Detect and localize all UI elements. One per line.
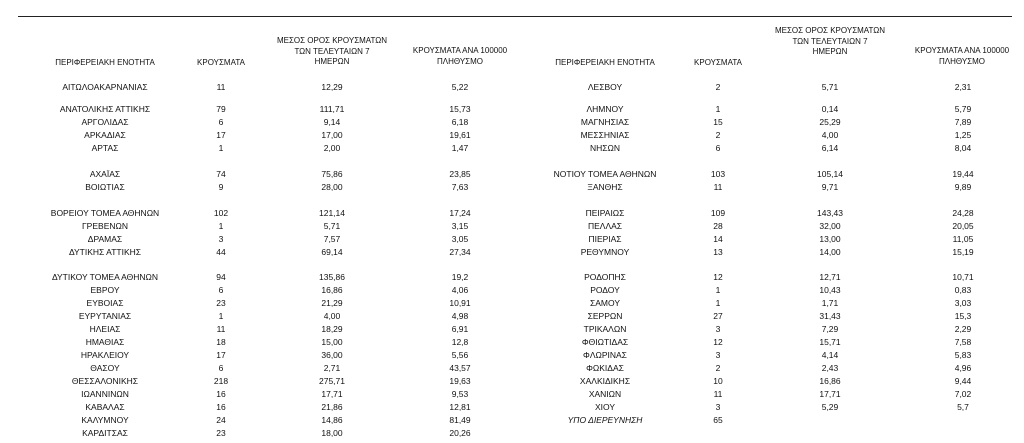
avg7-cell: 10,43 bbox=[819, 285, 841, 295]
per100k-cell: 6,18 bbox=[451, 117, 469, 127]
cases-cell: 11 bbox=[713, 389, 723, 399]
avg7-cell: 21,29 bbox=[321, 298, 343, 308]
region-cell: ΦΛΩΡΙΝΑΣ bbox=[583, 350, 627, 360]
table-row bbox=[0, 323, 1024, 336]
per100k-cell: 5,22 bbox=[451, 82, 469, 92]
table-row bbox=[0, 246, 1024, 259]
cases-cell: 11 bbox=[216, 324, 226, 334]
cases-cell: 2 bbox=[715, 130, 721, 140]
per100k-cell: 0,83 bbox=[954, 285, 972, 295]
cases-cell: 17 bbox=[216, 130, 226, 140]
cases-cell: 1 bbox=[218, 311, 224, 321]
header-avg7-line1: ΜΕΣΟΣ ΟΡΟΣ ΚΡΟΥΣΜΑΤΩΝ bbox=[774, 26, 886, 35]
header-avg7-line3: ΗΜΕΡΩΝ bbox=[314, 57, 350, 66]
cases-cell: 3 bbox=[715, 350, 721, 360]
per100k-cell: 12,81 bbox=[449, 402, 471, 412]
per100k-cell: 15,73 bbox=[449, 104, 471, 114]
avg7-cell: 9,14 bbox=[323, 117, 341, 127]
region-cell: ΜΑΓΝΗΣΙΑΣ bbox=[580, 117, 630, 127]
region-cell: ΗΜΑΘΙΑΣ bbox=[85, 337, 125, 347]
per100k-cell: 7,02 bbox=[954, 389, 972, 399]
per100k-cell: 9,44 bbox=[954, 376, 972, 386]
cases-cell: 6 bbox=[218, 117, 224, 127]
header-per100k-right bbox=[900, 46, 1024, 67]
table-row bbox=[0, 414, 1024, 427]
avg7-cell: 1,71 bbox=[821, 298, 839, 308]
avg7-cell: 17,71 bbox=[321, 389, 343, 399]
region-cell: ΑΝΑΤΟΛΙΚΗΣ ΑΤΤΙΚΗΣ bbox=[59, 104, 151, 114]
region-cell: ΠΕΙΡΑΙΩΣ bbox=[585, 208, 625, 218]
avg7-cell: 12,29 bbox=[321, 82, 343, 92]
table-row bbox=[0, 310, 1024, 323]
cases-cell: 2 bbox=[715, 363, 721, 373]
avg7-cell: 25,29 bbox=[819, 117, 841, 127]
region-cell: ΗΛΕΙΑΣ bbox=[89, 324, 121, 334]
avg7-cell: 15,00 bbox=[321, 337, 343, 347]
region-cell: ΘΑΣΟΥ bbox=[90, 363, 120, 373]
cases-cell: 65 bbox=[713, 415, 723, 425]
per100k-cell: 10,91 bbox=[449, 298, 471, 308]
region-cell: ΧΑΝΙΩΝ bbox=[588, 389, 622, 399]
cases-cell: 1 bbox=[218, 143, 224, 153]
cases-cell: 12 bbox=[713, 337, 723, 347]
cases-cell: 11 bbox=[216, 82, 226, 92]
cases-cell: 10 bbox=[713, 376, 723, 386]
per100k-cell: 9,89 bbox=[954, 182, 972, 192]
per100k-cell: 4,96 bbox=[954, 363, 972, 373]
top-rule bbox=[18, 16, 1012, 17]
region-cell: ΣΑΜΟΥ bbox=[589, 298, 620, 308]
table-row bbox=[0, 142, 1024, 155]
avg7-cell: 275,71 bbox=[319, 376, 345, 386]
cases-cell: 2 bbox=[715, 82, 721, 92]
avg7-cell: 121,14 bbox=[319, 208, 345, 218]
cases-cell: 12 bbox=[713, 272, 723, 282]
table-row bbox=[0, 233, 1024, 246]
per100k-cell: 5,7 bbox=[957, 402, 969, 412]
cases-cell: 3 bbox=[218, 234, 224, 244]
region-cell: ΦΩΚΙΔΑΣ bbox=[586, 363, 624, 373]
cases-cell: 15 bbox=[713, 117, 723, 127]
avg7-cell: 17,71 bbox=[819, 389, 841, 399]
table-row bbox=[0, 81, 1024, 94]
region-cell: ΚΑΒΑΛΑΣ bbox=[85, 402, 125, 412]
avg7-cell: 6,14 bbox=[821, 143, 839, 153]
header-per100k-line1: ΚΡΟΥΣΜΑΤΑ ΑΝΑ 100000 bbox=[412, 46, 508, 55]
per100k-cell: 15,19 bbox=[952, 247, 974, 257]
cases-cell: 6 bbox=[218, 285, 224, 295]
per100k-cell: 7,58 bbox=[954, 337, 972, 347]
avg7-cell: 17,00 bbox=[321, 130, 343, 140]
avg7-cell: 21,86 bbox=[321, 402, 343, 412]
header-avg7-line1: ΜΕΣΟΣ ΟΡΟΣ ΚΡΟΥΣΜΑΤΩΝ bbox=[276, 36, 388, 45]
cases-cell: 23 bbox=[216, 298, 226, 308]
table-row bbox=[0, 207, 1024, 220]
per100k-cell: 1,25 bbox=[954, 130, 972, 140]
table-row bbox=[0, 284, 1024, 297]
avg7-cell: 4,00 bbox=[821, 130, 839, 140]
cases-cell: 18 bbox=[216, 337, 226, 347]
table-row bbox=[0, 271, 1024, 284]
avg7-cell: 75,86 bbox=[321, 169, 343, 179]
region-cell: ΥΠΟ ΔΙΕΡΕΥΝΗΣΗ bbox=[567, 415, 643, 425]
avg7-cell: 5,71 bbox=[323, 221, 341, 231]
region-cell: ΞΑΝΘΗΣ bbox=[587, 182, 623, 192]
per100k-cell: 9,53 bbox=[451, 389, 469, 399]
table-row bbox=[0, 116, 1024, 129]
region-cell: ΑΡΤΑΣ bbox=[91, 143, 119, 153]
cases-cell: 6 bbox=[715, 143, 721, 153]
table-row bbox=[0, 297, 1024, 310]
avg7-cell: 18,29 bbox=[321, 324, 343, 334]
cases-cell: 16 bbox=[216, 389, 226, 399]
region-cell: ΒΟΡΕΙΟΥ ΤΟΜΕΑ ΑΘΗΝΩΝ bbox=[50, 208, 160, 218]
cases-cell: 79 bbox=[216, 104, 226, 114]
table-row bbox=[0, 388, 1024, 401]
header-avg7-line3: ΗΜΕΡΩΝ bbox=[812, 47, 848, 56]
avg7-cell: 4,00 bbox=[323, 311, 341, 321]
avg7-cell: 2,43 bbox=[821, 363, 839, 373]
cases-cell: 28 bbox=[713, 221, 723, 231]
avg7-cell: 5,71 bbox=[821, 82, 839, 92]
region-cell: ΛΗΜΝΟΥ bbox=[586, 104, 624, 114]
header-per100k-line1: ΚΡΟΥΣΜΑΤΑ ΑΝΑ 100000 bbox=[914, 46, 1010, 55]
region-cell: ΧΙΟΥ bbox=[594, 402, 616, 412]
region-cell: ΦΘΙΩΤΙΔΑΣ bbox=[581, 337, 629, 347]
per100k-cell: 3,05 bbox=[451, 234, 469, 244]
per100k-cell: 3,03 bbox=[954, 298, 972, 308]
region-cell: ΧΑΛΚΙΔΙΚΗΣ bbox=[579, 376, 631, 386]
cases-cell: 23 bbox=[216, 428, 226, 438]
per100k-cell: 6,91 bbox=[451, 324, 469, 334]
table-row bbox=[0, 336, 1024, 349]
table-row bbox=[0, 349, 1024, 362]
cases-cell: 3 bbox=[715, 402, 721, 412]
avg7-cell: 28,00 bbox=[321, 182, 343, 192]
header-avg7-line2: ΤΩΝ ΤΕΛΕΥΤΑΙΩΝ 7 bbox=[792, 36, 868, 46]
cases-cell: 11 bbox=[713, 182, 723, 192]
per100k-cell: 5,83 bbox=[954, 350, 972, 360]
per100k-cell: 23,85 bbox=[449, 169, 471, 179]
per100k-cell: 5,79 bbox=[954, 104, 972, 114]
per100k-cell: 20,26 bbox=[449, 428, 471, 438]
region-cell: ΕΒΡΟΥ bbox=[90, 285, 120, 295]
avg7-cell: 12,71 bbox=[819, 272, 841, 282]
region-cell: ΕΥΒΟΙΑΣ bbox=[86, 298, 124, 308]
per100k-cell: 17,24 bbox=[449, 208, 471, 218]
region-cell: ΘΕΣΣΑΛΟΝΙΚΗΣ bbox=[71, 376, 139, 386]
avg7-cell: 36,00 bbox=[321, 350, 343, 360]
cases-cell: 1 bbox=[218, 221, 224, 231]
cases-cell: 17 bbox=[216, 350, 226, 360]
table-row bbox=[0, 375, 1024, 388]
header-avg7-left bbox=[270, 36, 394, 68]
cases-cell: 94 bbox=[216, 272, 226, 282]
avg7-cell: 14,86 bbox=[321, 415, 343, 425]
avg7-cell: 13,00 bbox=[819, 234, 841, 244]
region-cell: ΡΕΘΥΜΝΟΥ bbox=[580, 247, 630, 257]
per100k-cell: 4,06 bbox=[451, 285, 469, 295]
header-region-right: ΠΕΡΙΦΕΡΕΙΑΚΗ ΕΝΟΤΗΤΑ bbox=[555, 58, 655, 67]
per100k-cell: 2,31 bbox=[954, 82, 972, 92]
cases-cell: 16 bbox=[216, 402, 226, 412]
avg7-cell: 31,43 bbox=[819, 311, 841, 321]
table-row bbox=[0, 103, 1024, 116]
region-cell: ΕΥΡΥΤΑΝΙΑΣ bbox=[78, 311, 132, 321]
region-cell: ΝΗΣΩΝ bbox=[589, 143, 621, 153]
avg7-cell: 7,57 bbox=[323, 234, 341, 244]
per100k-cell: 10,71 bbox=[952, 272, 974, 282]
region-cell: ΝΟΤΙΟΥ ΤΟΜΕΑ ΑΘΗΝΩΝ bbox=[553, 169, 657, 179]
avg7-cell: 143,43 bbox=[817, 208, 843, 218]
per100k-cell: 19,44 bbox=[952, 169, 974, 179]
per100k-cell: 43,57 bbox=[449, 363, 471, 373]
region-cell: ΜΕΣΣΗΝΙΑΣ bbox=[580, 130, 630, 140]
region-cell: ΠΕΛΛΑΣ bbox=[587, 221, 623, 231]
region-cell: ΡΟΔΟΥ bbox=[590, 285, 620, 295]
cases-cell: 3 bbox=[715, 324, 721, 334]
header-cases-right: ΚΡΟΥΣΜΑΤΑ bbox=[694, 58, 742, 67]
per100k-cell: 4,98 bbox=[451, 311, 469, 321]
avg7-cell: 0,14 bbox=[821, 104, 839, 114]
avg7-cell: 32,00 bbox=[819, 221, 841, 231]
table-row bbox=[0, 181, 1024, 194]
avg7-cell: 4,14 bbox=[821, 350, 839, 360]
avg7-cell: 16,86 bbox=[321, 285, 343, 295]
header-per100k-left bbox=[398, 46, 522, 67]
avg7-cell: 18,00 bbox=[321, 428, 343, 438]
cases-cell: 9 bbox=[218, 182, 224, 192]
header-per100k-line2: ΠΛΗΘΥΣΜΟ bbox=[938, 56, 986, 66]
cases-cell: 1 bbox=[715, 285, 721, 295]
per100k-cell: 19,61 bbox=[449, 130, 471, 140]
table-row bbox=[0, 427, 1024, 440]
avg7-cell: 5,29 bbox=[821, 402, 839, 412]
cases-cell: 74 bbox=[216, 169, 226, 179]
header-cases-left: ΚΡΟΥΣΜΑΤΑ bbox=[197, 58, 245, 67]
cases-cell: 27 bbox=[713, 311, 723, 321]
avg7-cell: 15,71 bbox=[819, 337, 841, 347]
region-cell: ΑΡΓΟΛΙΔΑΣ bbox=[81, 117, 129, 127]
avg7-cell: 16,86 bbox=[819, 376, 841, 386]
per100k-cell: 11,05 bbox=[952, 234, 974, 244]
per100k-cell: 8,04 bbox=[954, 143, 972, 153]
cases-cell: 109 bbox=[710, 208, 726, 218]
region-cell: ΣΕΡΡΩΝ bbox=[587, 311, 623, 321]
per100k-cell: 3,15 bbox=[451, 221, 469, 231]
region-cell: ΑΙΤΩΛΟΑΚΑΡΝΑΝΙΑΣ bbox=[62, 82, 148, 92]
cases-cell: 44 bbox=[216, 247, 226, 257]
cases-cell: 6 bbox=[218, 363, 224, 373]
per100k-cell: 81,49 bbox=[449, 415, 471, 425]
cases-cell: 1 bbox=[715, 298, 721, 308]
region-cell: ΔΥΤΙΚΟΥ ΤΟΜΕΑ ΑΘΗΝΩΝ bbox=[51, 272, 159, 282]
table-row bbox=[0, 129, 1024, 142]
cases-cell: 102 bbox=[213, 208, 229, 218]
region-cell: ΓΡΕΒΕΝΩΝ bbox=[82, 221, 128, 231]
avg7-cell: 2,00 bbox=[323, 143, 341, 153]
region-cell: ΔΡΑΜΑΣ bbox=[87, 234, 123, 244]
region-cell: ΑΧΑΪΑΣ bbox=[89, 169, 121, 179]
region-cell: ΚΑΛΥΜΝΟΥ bbox=[81, 415, 129, 425]
avg7-cell: 2,71 bbox=[323, 363, 341, 373]
per100k-cell: 12,8 bbox=[451, 337, 469, 347]
per100k-cell: 27,34 bbox=[449, 247, 471, 257]
header-avg7-right bbox=[768, 26, 892, 58]
region-cell: ΡΟΔΟΠΗΣ bbox=[584, 272, 626, 282]
per100k-cell: 7,63 bbox=[451, 182, 469, 192]
region-cell: ΔΥΤΙΚΗΣ ΑΤΤΙΚΗΣ bbox=[68, 247, 142, 257]
avg7-cell: 135,86 bbox=[319, 272, 345, 282]
table-row bbox=[0, 220, 1024, 233]
avg7-cell: 9,71 bbox=[821, 182, 839, 192]
per100k-cell: 19,2 bbox=[451, 272, 469, 282]
cases-cell: 13 bbox=[713, 247, 723, 257]
per100k-cell: 15,3 bbox=[954, 311, 972, 321]
table-row bbox=[0, 362, 1024, 375]
per100k-cell: 5,56 bbox=[451, 350, 469, 360]
avg7-cell: 69,14 bbox=[321, 247, 343, 257]
per100k-cell: 19,63 bbox=[449, 376, 471, 386]
avg7-cell: 111,71 bbox=[319, 104, 345, 114]
per100k-cell: 1,47 bbox=[451, 143, 469, 153]
region-cell: ΤΡΙΚΑΛΩΝ bbox=[583, 324, 627, 334]
cases-cell: 103 bbox=[710, 169, 726, 179]
cases-cell: 218 bbox=[213, 376, 229, 386]
avg7-cell: 14,00 bbox=[819, 247, 841, 257]
per100k-cell: 7,89 bbox=[954, 117, 972, 127]
region-cell: ΚΑΡΔΙΤΣΑΣ bbox=[82, 428, 128, 438]
table-row bbox=[0, 401, 1024, 414]
per100k-cell: 20,05 bbox=[952, 221, 974, 231]
avg7-cell: 7,29 bbox=[821, 324, 839, 334]
header-region-left: ΠΕΡΙΦΕΡΕΙΑΚΗ ΕΝΟΤΗΤΑ bbox=[55, 58, 155, 67]
region-cell: ΒΟΙΩΤΙΑΣ bbox=[85, 182, 125, 192]
region-cell: ΗΡΑΚΛΕΙΟΥ bbox=[80, 350, 130, 360]
header-avg7-line2: ΤΩΝ ΤΕΛΕΥΤΑΙΩΝ 7 bbox=[294, 46, 370, 56]
header-per100k-line2: ΠΛΗΘΥΣΜΟ bbox=[436, 56, 484, 66]
per100k-cell: 24,28 bbox=[952, 208, 974, 218]
per100k-cell: 2,29 bbox=[954, 324, 972, 334]
region-cell: ΙΩΑΝΝΙΝΩΝ bbox=[81, 389, 129, 399]
region-cell: ΛΕΣΒΟΥ bbox=[587, 82, 623, 92]
cases-cell: 1 bbox=[715, 104, 721, 114]
region-cell: ΠΙΕΡΙΑΣ bbox=[588, 234, 622, 244]
cases-cell: 14 bbox=[713, 234, 723, 244]
avg7-cell: 105,14 bbox=[817, 169, 843, 179]
cases-cell: 24 bbox=[216, 415, 226, 425]
table-row bbox=[0, 168, 1024, 181]
region-cell: ΑΡΚΑΔΙΑΣ bbox=[84, 130, 126, 140]
